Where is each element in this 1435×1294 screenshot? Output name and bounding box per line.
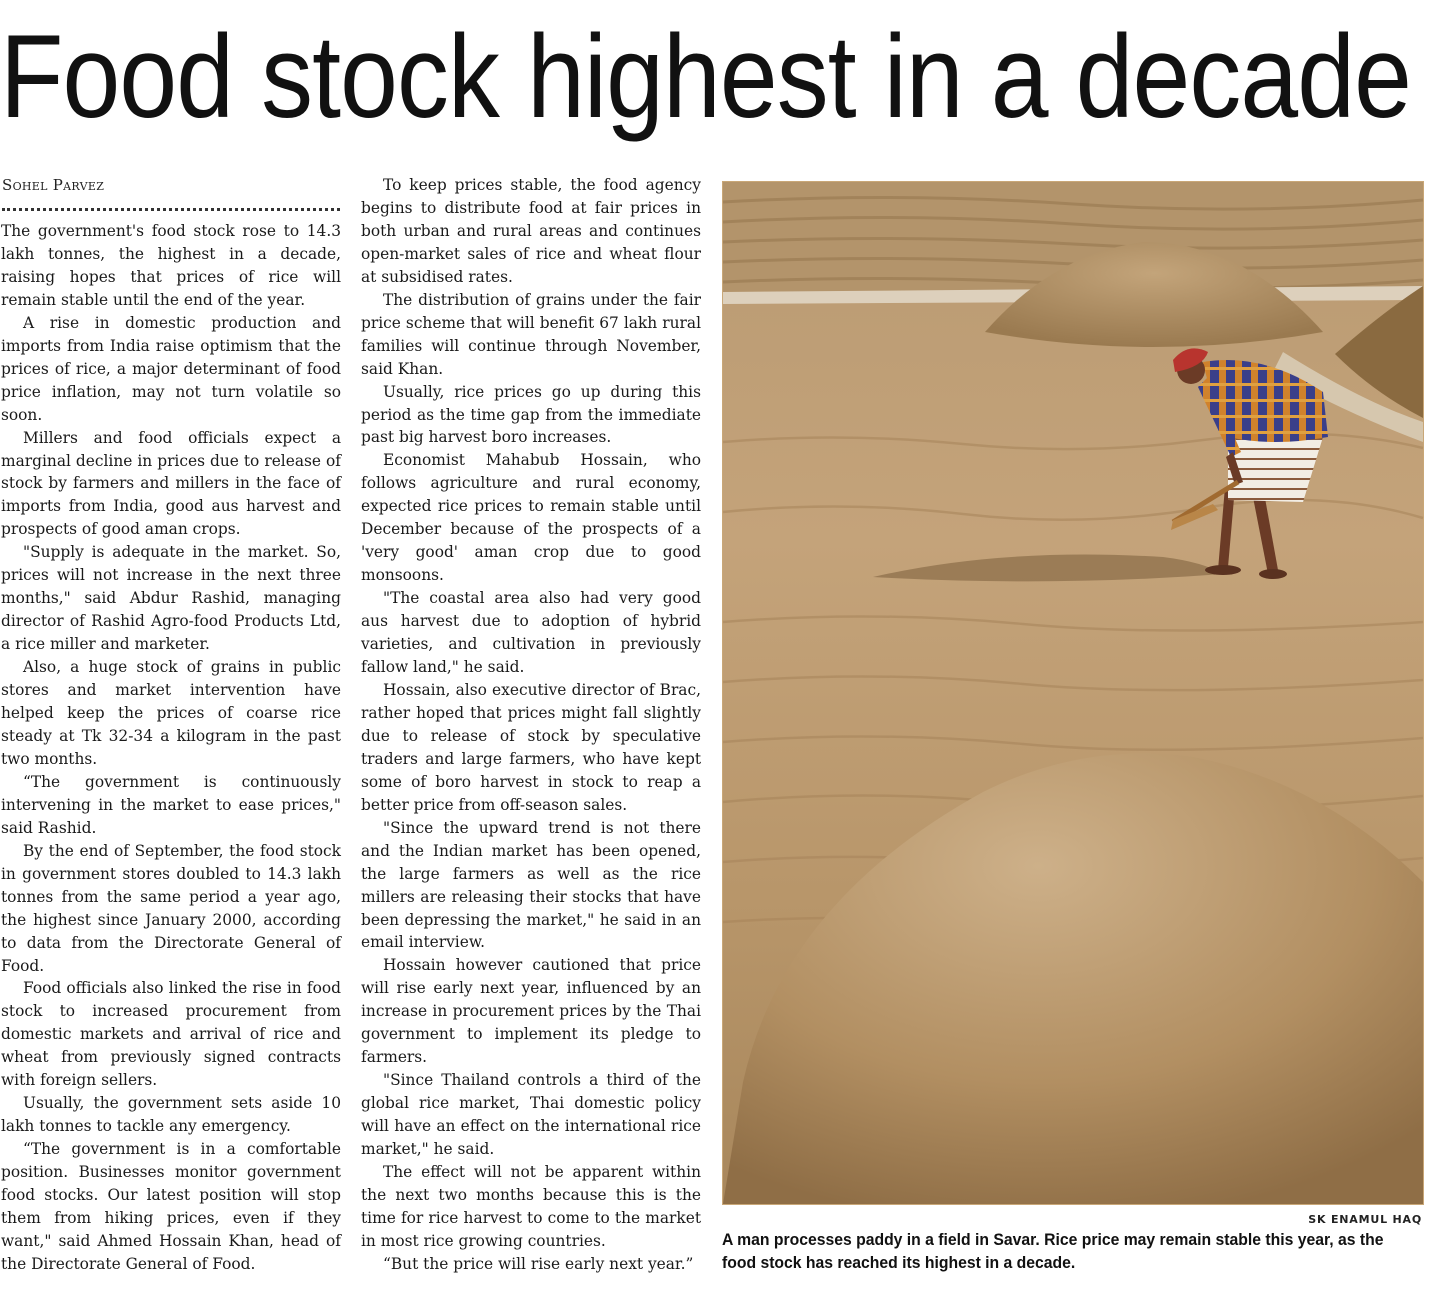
paragraph: Food officials also linked the rise in food stock to increased procurement from domestic markets and arrival of rice and wheat from previously signed contracts with foreign sellers. (1, 979, 341, 1090)
paragraph: “But the price will rise early next year.” (383, 1254, 694, 1273)
paragraph: “The government is continuously intervening in the market to ease prices," said Rashid. (1, 772, 341, 837)
paragraph: The distribution of grains under the fair price scheme that will benefit 67 lakh rural families will continue through November, said Khan. (361, 290, 701, 378)
paragraph: By the end of September, the food stock in government stores doubled to 14.3 lakh tonnes from the same period a year ago, the highest since January 2000, according to data from the Directorate General of Food. (1, 841, 341, 975)
paragraph: Hossain, also executive director of Brac, rather hoped that prices might fall slightly due to release of stock by speculative traders and large farmers, who have kept some of boro harvest in stock to reap a better price from off-season sales. (361, 680, 701, 814)
byline: Sohel Parvez (2, 176, 105, 194)
paragraph: "Since the upward trend is not there and the Indian market has been opened, the large farmers as well as the rice millers are releasing their stocks that have been depressing the market," he said in an email interview. (361, 818, 701, 952)
paragraph: “The government is in a comfortable position. Businesses monitor government food stocks. Our latest position will stop them from hiking prices, even if they want," said Ahmed Hossain Khan, head of the Directorate General of Food. (1, 1140, 341, 1273)
paragraph: Usually, rice prices go up during this period as the time gap from the immediate past big harvest boro increases. (361, 382, 701, 447)
photo-caption: A man processes paddy in a field in Savar. Rice price may remain stable this year, as the food stock has reached its highest in a decade. (722, 1231, 1384, 1272)
paragraph: Millers and food officials expect a marginal decline in prices due to release of stock by farmers and millers in the face of imports from India, good aus harvest and prospects of good aman crops. (1, 428, 341, 539)
article-column-2 (361, 174, 701, 1276)
paragraph: "Supply is adequate in the market. So, prices will not increase in the next three months," said Abdur Rashid, managing director of Rashid Agro-food Products Ltd, a rice miller and marketer. (1, 543, 341, 654)
photo-credit: SK ENAMUL HAQ (1308, 1213, 1422, 1226)
paragraph: Also, a huge stock of grains in public stores and market intervention have helped keep the prices of coarse rice steady at Tk 32-34 a kilogram in the past two months. (1, 658, 341, 768)
paragraph: "The coastal area also had very good aus harvest due to adoption of hybrid varieties, and cultivation in previously fallow land," he said. (361, 589, 701, 677)
news-photo (722, 181, 1424, 1205)
paragraph: A rise in domestic production and imports from India raise optimism that the prices of rice, a major determinant of food price inflation, may not turn volatile so soon. (1, 313, 341, 424)
paragraph: Economist Mahabub Hossain, who follows agriculture and rural economy, expected rice prices to remain stable until December because of the prospects of a 'very good' aman crop due to good monsoons. (361, 451, 701, 585)
byline-divider (2, 208, 340, 211)
paragraph: Usually, the government sets aside 10 lakh tonnes to tackle any emergency. (1, 1094, 341, 1136)
paragraph: The effect will not be apparent within the next two months because this is the time for rice harvest to come to the market in most rice growing countries. (361, 1162, 701, 1250)
paragraph: The government's food stock rose to 14.3 lakh tonnes, the highest in a decade, raising hopes that prices of rice will remain stable until the end of the year. (1, 222, 341, 309)
paragraph: Hossain however cautioned that price will rise early next year, influenced by an increase in procurement prices by the Thai government to implement its pledge to farmers. (361, 956, 701, 1067)
article-column-1 (1, 220, 341, 1276)
paragraph: "Since Thailand controls a third of the global rice market, Thai domestic policy will have an effect on the international rice market," he said. (361, 1071, 701, 1159)
paragraph: To keep prices stable, the food agency begins to distribute food at fair prices in both urban and rural areas and continues open-market sales of rice and wheat flour at subsidised rates. (361, 176, 701, 286)
headline: Food stock highest in a decade (0, 11, 1411, 143)
